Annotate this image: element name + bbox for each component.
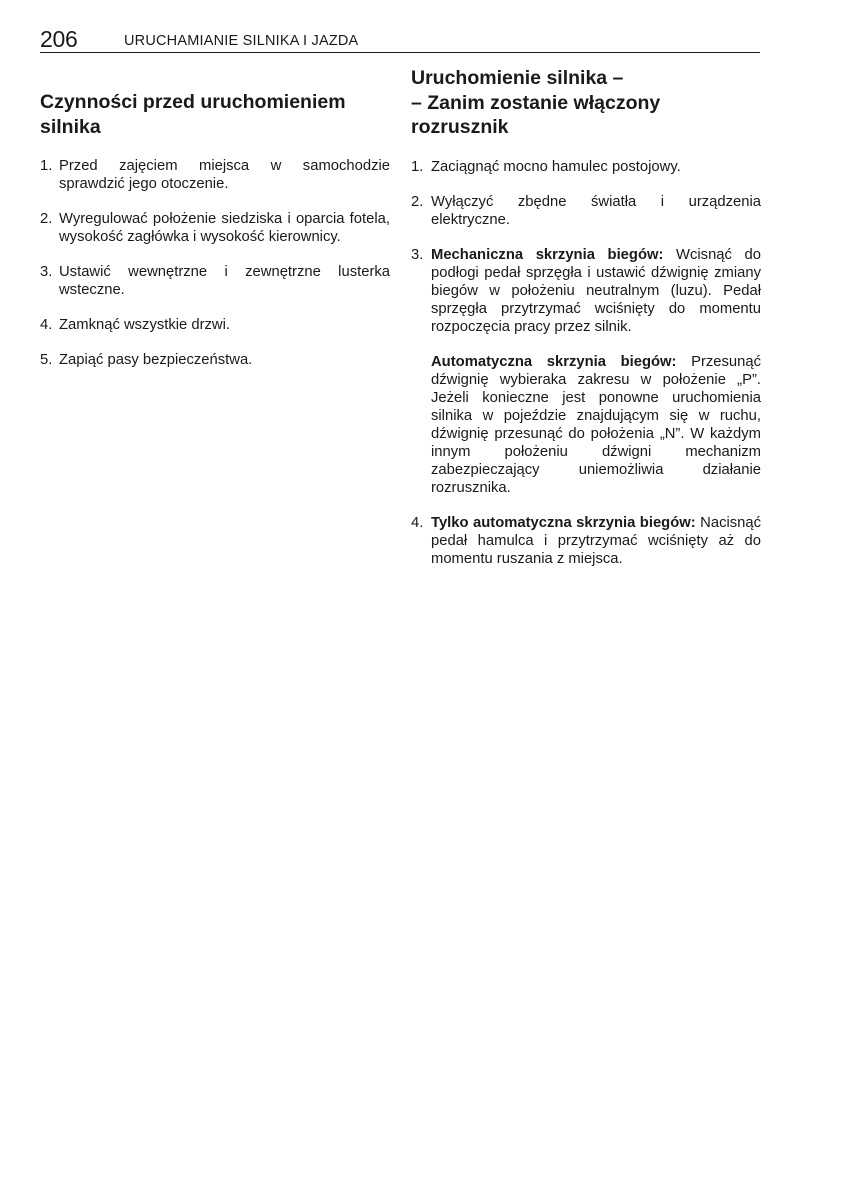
left-heading (40, 90, 390, 139)
right-heading-line2: – Zanim zostanie włączony (411, 91, 661, 114)
list-item (40, 157, 390, 193)
running-section-title: URUCHAMIANIE SILNIKA I JAZDA (124, 33, 359, 49)
item-number: 5. (40, 352, 53, 368)
left-heading-line2: silnika (40, 115, 101, 138)
right-heading (411, 66, 761, 140)
right-heading-line3: rozrusznik (411, 116, 509, 138)
item-text: Nacisnąć pedał hamulca i przytrzymać wciśnięty aż do momentu ruszania z miejsca. (431, 514, 762, 567)
left-column (40, 62, 390, 386)
item-text: Wyłączyć zbędne światła i urządzenia elektryczne. (431, 193, 761, 228)
list-item (40, 210, 390, 246)
item-number: 4. (411, 514, 424, 531)
list-item (40, 263, 390, 299)
item-text: Ustawić wewnętrzne i zewnętrzne lusterka wsteczne. (59, 264, 390, 298)
page-number: 206 (40, 26, 78, 52)
right-heading-line1: Uruchomienie silnika – (411, 67, 624, 89)
list-item (40, 316, 390, 334)
item-text: Wyregulować położenie siedziska i oparcia fotela, wysokość zagłówka i wysokość kierownicy. (59, 211, 390, 245)
item-number: 3. (411, 246, 424, 263)
item-text: Przed zajęciem miejsca w samochodzie sprawdzić jego otoczenie. (59, 158, 390, 192)
item-number: 1. (411, 158, 424, 175)
list-item (411, 246, 761, 497)
item-number: 1. (40, 158, 53, 174)
list-item (40, 351, 390, 369)
item-number: 3. (40, 264, 53, 280)
right-column (411, 62, 761, 585)
item-number: 2. (411, 193, 424, 210)
sub-text: Przesunąć dźwignię wybieraka zakresu w położenie „P”. Jeżeli konieczne jest ponowne uruchomienia silnika w pojeździe znajdującym się w ruchu, dźwignię przesunąć do położenia „N”. W każdym innym położeniu dźwigni mechanizm zabezpieczający uniemożliwia działanie rozrusznika. (431, 353, 761, 496)
item-text: Zapiąć pasy bezpieczeństwa. (59, 352, 253, 368)
item-text: Wcisnąć do podłogi pedał sprzęgła i ustawić dźwignię zmiany biegów w położeniu neutralnym (luzu). Pedał sprzęgła przytrzymać wciśnięty do momentu rozpoczęcia pracy przez silnik. (431, 246, 761, 335)
sub-paragraph (431, 353, 761, 497)
item-text: Zaciągnąć mocno hamulec postojowy. (431, 158, 681, 175)
item-bold-lead: Tylko automatyczna skrzynia biegów: (431, 514, 696, 531)
list-item (411, 514, 761, 568)
list-item (411, 158, 761, 176)
left-heading-line1: Czynności przed uruchomieniem (40, 91, 346, 113)
item-bold-lead: Mechaniczna skrzynia biegów: (431, 246, 664, 263)
item-text: Zamknąć wszystkie drzwi. (59, 317, 231, 333)
list-item (411, 193, 761, 229)
pre-start-checklist (40, 157, 390, 369)
engine-start-steps (411, 158, 761, 568)
page-header (40, 26, 760, 53)
item-number: 2. (40, 211, 53, 227)
sub-bold-lead: Automatyczna skrzynia biegów: (431, 353, 677, 370)
item-number: 4. (40, 317, 53, 333)
